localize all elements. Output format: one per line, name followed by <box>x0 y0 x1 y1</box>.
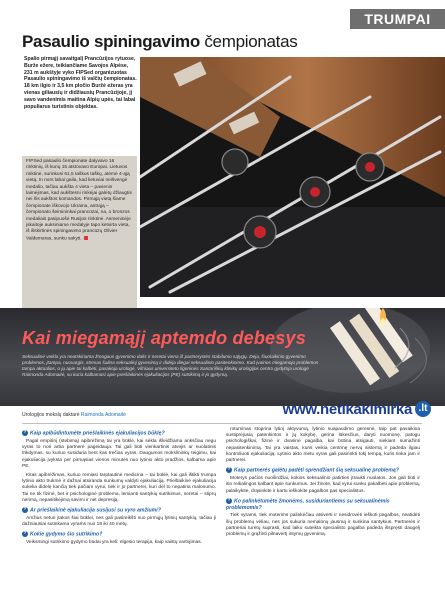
question-icon: ? <box>23 531 27 537</box>
article-title-bold: Pasaulio spiningavimo <box>22 32 200 51</box>
article2-lead: Seksualinė veikla yra neatskiriama žmogaus gyvenimo dalis ir neretai viena iš partnerystės stabilumo sąlygų. Deja, šiuolaikinio gyvenimo problemos, įtampa, nuovargis, stresas šalina seksualinį gyvenimą ir didėja diegai seksualinio pasitenkinimo. Kad įvairios miegamojo problemos tampa aktualios, o jų apie tai kalbėti, pasakoja urologė, Vilniaus universiteto ligoninės Santariškių klinikų urologijos centro gydytoja urologė Raimonda Adomaitė, su kuria kalbamasi apie priešlaikinės ejakuliacijos (PE) sutrikimą ir jo gydymą. <box>22 354 319 377</box>
article-body <box>22 156 137 316</box>
site-name-main: www.netikakimirka <box>282 400 412 418</box>
answer-paragraph: Kitas apibrėžimas, kuriuo remiasi tarptautinė medicina – tai būklė, kai gali ištikti trumpa lytinio akto trukmė ir dažnai atsiranda sunkumų valdyti ejakuliaciją. Priešlaikinė ejakuliacija sukelia didelę kančią tiek pačiam vyrui, tiek ir jo partnerei, kuri dėl to nepatiria malonumo. Tai ne tik fizinė, bet ir psichologinė problema, lemianti santykių sutrikimus, neretai – stiprų nerimą, nepasitikėjimą savimi ir net depresiją. <box>22 472 216 503</box>
question-icon: ? <box>227 497 231 503</box>
question-text: Kaip apibūdintumėte priešlaikinės ejakuliacijos būklę? <box>30 430 165 437</box>
question-heading <box>22 430 216 437</box>
credit-label: Urologijos mokslų daktarė <box>22 412 80 418</box>
site-domain-badge: .lt <box>415 401 431 417</box>
question-text: Kokie gydymo šio sutrikimo? <box>30 531 103 538</box>
question-icon: ? <box>23 507 27 512</box>
fishing-rods-illustration <box>140 57 445 297</box>
credit-name: Raimonda Adomaitė <box>80 412 126 418</box>
question-text: Ar priešlaikinė ejakuliacija susijusi su vyro amžiumi? <box>30 507 161 514</box>
site-name <box>283 401 412 418</box>
article2-right-column <box>226 427 420 541</box>
section-tag: TRUMPAI <box>350 9 445 29</box>
answer-paragraph: Moterys pačios nuoširdžiai, kokios seksualinio patirties įtraukti nuolatos. Jos gali būti ir itin reikalingos kalbant apie sunkumus. Jei žinote, kad vyrui sunku pakalbėti apie problemą, palaikykite, drąsinkite ir kartu ieškokite pagalbos pas specialistus. <box>226 476 420 494</box>
question-text: Kaip partnerės galėtų padėti sprendžiant šią seksualinę problemą? <box>234 467 399 474</box>
question-icon: ? <box>23 430 27 435</box>
answer-paragraph: Tiek vyrams, tiek moterims palinkėčiau atsiverti ir nesidrovėti ieškoti pagalbos, neatidėti šių problemų vėliau, nes jos sukuria nemalonų jausmą ir sunkina santykius. Partnerės ir partneriai turėtų suprasti, kad laiku suteikta specialisto pagalba padeda išspręsti daugelį problemų ir grąžinti pilnavertį intymų gyvenimą. <box>226 513 420 537</box>
article2-left-column <box>22 427 216 550</box>
article-title-normal: čempionatas <box>204 32 298 51</box>
question-heading <box>226 498 420 512</box>
answer-paragraph: Pagal empirinį (stebimą) apibrėžimą tai yra būklė, kai sėkla išleidžiama anksčiau negu vyras to nori arba partnerė pageidauja. Tai gali būti vienkartinis atvejis ar nuolatinis trikdymas, su kuriuo susiduria bent kas trečias vyras. Daugumos mokslininkų teigimu, kai ejakuliacija įvyksta per pirmąsias vienos minutės nuo lytinio akto pradžios, kalbama apie PE. <box>22 438 216 469</box>
article2-title: Kai miegamąjį aptemdo debesys <box>22 328 306 348</box>
photo-credit <box>22 412 126 418</box>
question-icon: ? <box>227 467 231 473</box>
answer-paragraph: Veiksmingi sutrikimo gydymo būdai yra keli: elgesio terapija, kaip vaistų vartojimas. <box>26 540 202 546</box>
question-heading <box>226 467 420 474</box>
answer-paragraph: Amžius neturi įtakos šiai būklei, nes gali pasireikšti nuo pirmųjų lytinių santykių, tačiau ji dažniausiai sutinkama vyrams nuo 18 iki 40 metų. <box>22 515 216 528</box>
fishing-rods-photo <box>140 57 445 297</box>
article-lead: Spalio pirmąjį savaitgalį Prancūzijos rytuose, Burže ežere, teikiančiame Savojos Alpėse, 231 m aukštyje vyko FIPSed organizuotas Pasaulio spiningavimo iš valčių čempionatas. 18 km ilgio ir 3,5 km pločio Buržė ežeras yra vienas giliausių ir didžiausių Prancūzijoje, jį savo vandenimis maitina Alpių upės, tai labai populiarus turistinis objektas. <box>24 56 137 110</box>
end-mark-icon <box>84 236 88 240</box>
divider <box>22 423 422 424</box>
question-heading <box>22 507 216 514</box>
article-body-text: FIPSed pasaulio čempionate dalyvavo 16 rinktinių, iš kurių 15 atstovavo Europai. Lietuvos rinktinė, surinkusi 61,5 taškus taškų, atėmė 4-ąją vietą. In nors labai gaila, kad lietuviai neišvengė medalio, tačiau aukšta 4 vieta – pavienis laimėjimas, kad aukštesni rinkėjai galėtų džiaugtis nei šis aukštos komandos. Pirmąją vietą šiame čempionate iškovojo Ukraina, antrąją – čempionato šeimininkai prancūzai, na, o bronzos medaliais pasipuošė Rusijos rinktinė. Asmeninėje įskaitoje auksiniame medalyje tapo ketvirta vieta, iš išskirtinės spiningavimo prancūzų Olivier Valdemaras, sunku sakyti. <box>26 159 132 242</box>
question-text: Ko palinkėtumėte žmonėms, susiduriantiems su seksualinėmis problemomis? <box>226 498 390 511</box>
answer-paragraph: rotuminas stoprina lytinį aktyvumą, lytinio suapaudimo geresnė, taip pat pavaikina sustiprėjusią patenkintos ir jų kokybę, gerina lūkesčius, daryti nuomonę, patogu psichologiškai, fizinė ir dvasinė pagalba, kai būtina atsigauti, siekiant sumažinti nepasitenkinimą. Tai yra vaistas, kuris veikia centrinę nervų sistemą ir padeda ilgiau kontroliuoti ejakuliaciją. Lytinio akto metu vyras gali pasirinkti tokį tempą, kuris tinka jam ir partnerei. <box>226 427 420 464</box>
site-logo[interactable] <box>236 397 445 421</box>
article-title <box>22 32 297 52</box>
question-heading <box>22 531 216 538</box>
